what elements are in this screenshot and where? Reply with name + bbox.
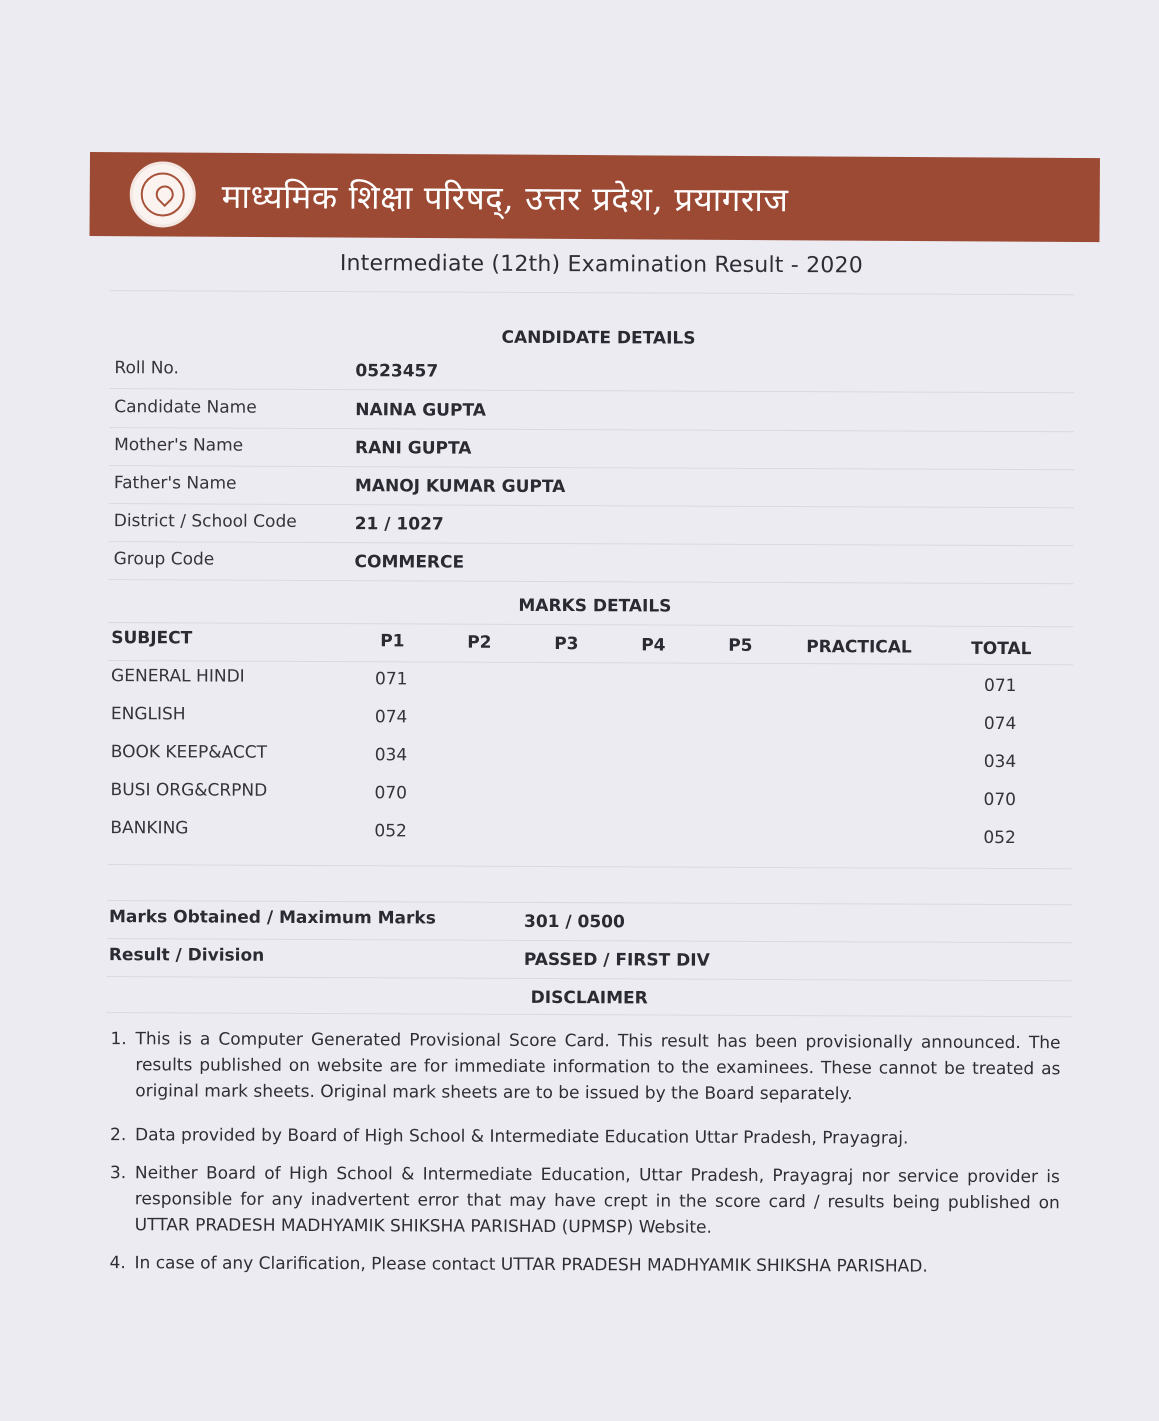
marks-obtained-value: 301 / 0500 — [523, 911, 625, 933]
disclaimer-item — [110, 1160, 1060, 1242]
divider — [107, 976, 1072, 981]
col-p4-header: P4 — [641, 635, 666, 656]
divider — [107, 938, 1072, 943]
col-practical-header: PRACTICAL — [806, 637, 912, 658]
marks-obtained-label: Marks Obtained / Maximum Marks — [108, 907, 436, 929]
col-p3-header: P3 — [554, 634, 579, 655]
p1-cell: 071 — [375, 669, 408, 690]
col-total-header: TOTAL — [971, 638, 1032, 660]
p1-cell: 070 — [374, 783, 408, 804]
col-p2-header: P2 — [467, 632, 492, 653]
col-subject-header: SUBJECT — [111, 628, 193, 649]
subject-cell: BUSI ORG&CRPND — [110, 780, 268, 801]
disclaimer-item — [110, 1122, 1060, 1152]
total-cell: 071 — [984, 675, 1017, 697]
header-banner — [89, 152, 1099, 242]
exam-title: Intermediate (12th) Examination Result - 2020 — [339, 251, 863, 279]
candidate-name-label: Candidate Name — [114, 397, 257, 418]
upmsp-seal-icon — [130, 161, 196, 227]
disclaimer-item — [109, 1250, 1059, 1280]
subject-cell: GENERAL HINDI — [111, 666, 245, 687]
disclaimer-number: 3. — [109, 1163, 127, 1184]
result-division-value: PASSED / FIRST DIV — [523, 949, 710, 971]
disclaimer-text: Neither Board of High School & Intermediate Education, Uttar Pradesh, Prayagraj nor service provider is responsible for any inadvertent error that may have crept in the score card / results being published on UTTAR PRADESH MADHYAMIK SHIKSHA PARISHAD (UPMSP) Website. — [134, 1163, 1060, 1238]
total-cell: 074 — [983, 713, 1017, 735]
candidate-name-row — [109, 389, 1074, 432]
candidate-details-heading: CANDIDATE DETAILS — [501, 327, 696, 349]
p1-cell: 034 — [374, 745, 408, 766]
disclaimer-text: This is a Computer Generated Provisional Score Card. This result has been provisionally announced. The results published on website are for immediate information to the examinees. These cannot be treated as original mark sheets. Original mark sheets are to be issued by the Board separately. — [135, 1029, 1061, 1105]
father-name-value: MANOJ KUMAR GUPTA — [354, 476, 566, 498]
disclaimer-number: 1. — [110, 1029, 127, 1050]
roll-no-label: Roll No. — [114, 358, 179, 379]
marks-details-heading: MARKS DETAILS — [518, 595, 672, 617]
total-cell: 034 — [983, 751, 1017, 773]
mother-name-row — [109, 427, 1074, 470]
disclaimer-number: 2. — [110, 1125, 127, 1146]
total-cell: 052 — [983, 827, 1016, 849]
district-school-code-row — [109, 503, 1074, 546]
candidate-name-value: NAINA GUPTA — [355, 400, 486, 421]
roll-no-value: 0523457 — [355, 361, 439, 382]
divider — [108, 622, 1073, 627]
divider — [108, 660, 1073, 665]
father-name-label: Father's Name — [113, 473, 237, 494]
col-p5-header: P5 — [728, 635, 753, 656]
divider — [107, 1012, 1072, 1017]
divider — [107, 864, 1072, 869]
board-name: माध्यमिक शिक्षा परिषद्, उत्तर प्रदेश, प्रयागराज — [221, 176, 789, 219]
roll-no-row — [109, 350, 1074, 393]
mother-name-value: RANI GUPTA — [355, 438, 472, 459]
total-cell: 070 — [983, 789, 1017, 811]
father-name-row — [109, 465, 1074, 508]
divider — [107, 900, 1072, 905]
disclaimer-number: 4. — [109, 1253, 126, 1274]
disclaimer-heading: DISCLAIMER — [530, 987, 648, 1009]
group-code-value: COMMERCE — [354, 552, 465, 573]
subject-cell: BANKING — [110, 818, 189, 839]
group-code-label: Group Code — [113, 549, 215, 570]
disclaimer-text: In case of any Clarification, Please contact UTTAR PRADESH MADHYAMIK SHIKSHA PARISHAD. — [134, 1253, 928, 1277]
result-division-label: Result / Division — [108, 945, 265, 966]
p1-cell: 052 — [374, 821, 407, 842]
district-school-code-label: District / School Code — [113, 511, 297, 532]
subject-cell: BOOK KEEP&ACCT — [110, 742, 268, 763]
subject-cell: ENGLISH — [110, 704, 186, 725]
district-school-code-value: 21 / 1027 — [354, 514, 444, 535]
group-code-row — [108, 541, 1073, 584]
p1-cell: 074 — [374, 707, 408, 728]
disclaimer-text: Data provided by Board of High School & Intermediate Education Uttar Pradesh, Prayagraj. — [135, 1125, 909, 1149]
col-p1-header: P1 — [380, 631, 405, 652]
disclaimer-item — [110, 1026, 1060, 1108]
divider — [110, 290, 1075, 295]
mother-name-label: Mother's Name — [114, 435, 244, 456]
